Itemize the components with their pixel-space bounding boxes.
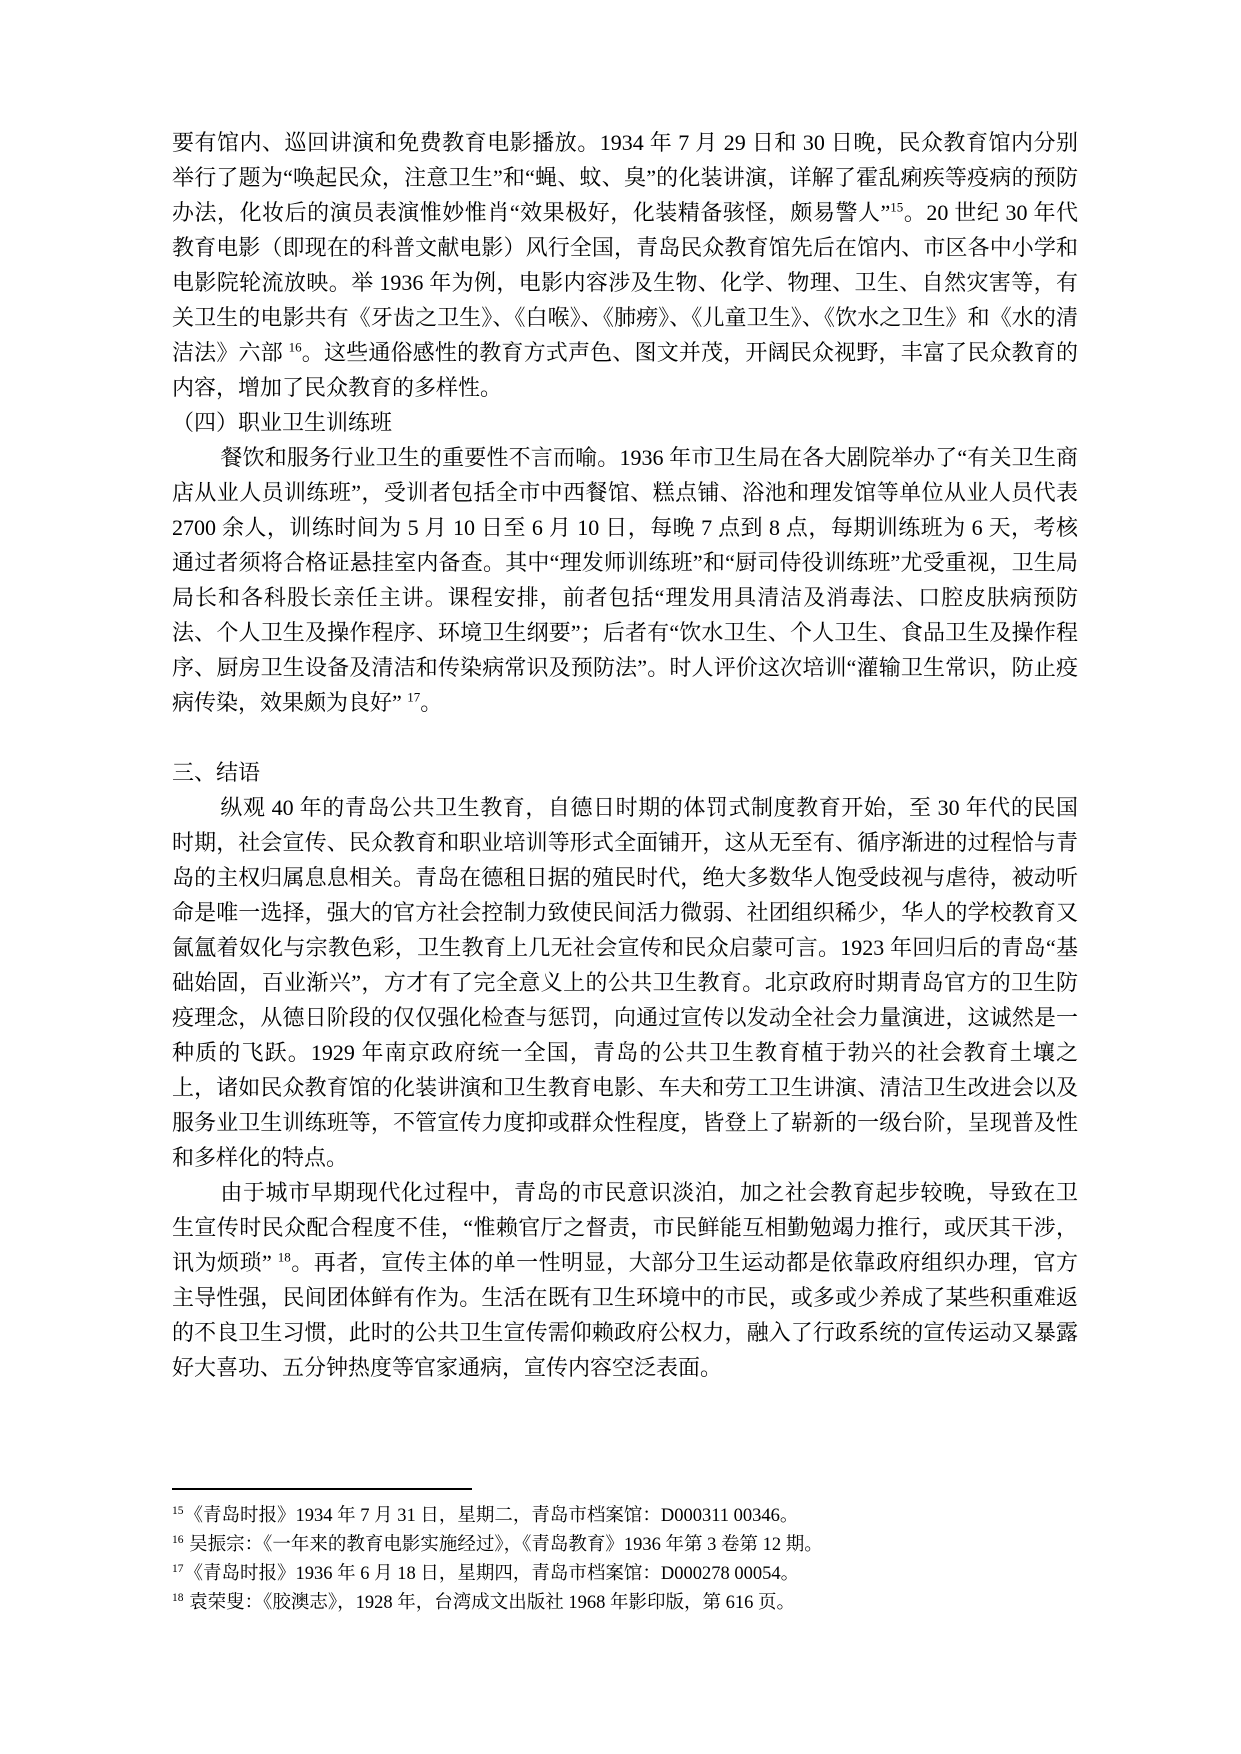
blank-line (172, 720, 1078, 755)
footnote-item: $^{15}$《青岛时报》1934 年 7 月 31 日，星期二，青岛市档案馆：D000311 00346。 (172, 1504, 799, 1526)
body-paragraph: 由于城市早期现代化过程中，青岛的市民意识淡泊，加之社会教育起步较晚，导致在卫生宣传时民众配合程度不佳，“惟赖官厅之督责，市民鲜能互相勤勉竭力推行，或厌其干涉，讯为烦琐” $^{18}$。再者，宣传主体的单一性明显，大部分卫生运动都是依靠政府组织办理，官方主导性强，民间团体鲜有作为。生活在既有卫生环境中的市民，或多或少养成了某些积重难返的不良卫生习惯，此时的公共卫生宣传需仰赖政府公权力，融入了行政系统的宣传运动又暴露好大喜功、五分钟热度等官家通病，宣传内容空泛表面。 (172, 1180, 1078, 1380)
footnote-item: $^{16}$ 吴振宗：《一年来的教育电影实施经过》，《青岛教育》1936 年第 3 卷第 12 期。 (172, 1533, 823, 1555)
footnote-reference: 17 (407, 689, 421, 705)
document-body (172, 125, 1078, 1385)
footnote-area (172, 1488, 1078, 1618)
footnote-reference: 18 (277, 1249, 291, 1265)
footnote-reference: 16 (288, 339, 302, 355)
footnote-list (172, 1502, 1078, 1618)
body-paragraph: 餐饮和服务行业卫生的重要性不言而喻。1936 年市卫生局在各大剧院举办了“有关卫生商店从业人员训练班”，受训者包括全市中西餐馆、糕点铺、浴池和理发馆等单位从业人员代表 2700 余人，训练时间为 5 月 10 日至 6 月 10 日，每晚 7 点到 8 点，每期训练班为 6 天，考核通过者须将合格证悬挂室内备查。其中“理发师训练班”和“厨司侍役训练班”尤受重视，卫生局局长和各科股长亲任主讲。课程安排，前者包括“理发用具清洁及消毒法、口腔皮肤病预防法、个人卫生及操作程序、环境卫生纲要”；后者有“饮水卫生、个人卫生、食品卫生及操作程序、厨房卫生设备及清洁和传染病常识及预防法”。时人评价这次培训“灌输卫生常识，防止疫病传染，效果颇为良好” $^{17}$。 (172, 445, 1078, 715)
footnote-number: 16 (172, 1533, 184, 1546)
footnote-number: 18 (172, 1591, 184, 1604)
body-paragraph: 纵观 40 年的青岛公共卫生教育，自德日时期的体罚式制度教育开始，至 30 年代的民国时期，社会宣传、民众教育和职业培训等形式全面铺开，这从无至有、循序渐进的过程恰与青岛的主权归属息息相关。青岛在德租日据的殖民时代，绝大多数华人饱受歧视与虐待，被动听命是唯一选择，强大的官方社会控制力致使民间活力微弱、社团组织稀少，华人的学校教育又氤氲着奴化与宗教色彩，卫生教育上几无社会宣传和民众启蒙可言。1923 年回归后的青岛“基础始固，百业渐兴”，方才有了完全意义上的公共卫生教育。北京政府时期青岛官方的卫生防疫理念，从德日阶段的仅仅强化检查与惩罚，向通过宣传以发动全社会力量演进，这诚然是一种质的飞跃。1929 年南京政府统一全国，青岛的公共卫生教育植于勃兴的社会教育土壤之上，诸如民众教育馆的化装讲演和卫生教育电影、车夫和劳工卫生讲演、清洁卫生改进会以及服务业卫生训练班等，不管宣传力度抑或群众性程度，皆登上了崭新的一级台阶，呈现普及性和多样化的特点。 (172, 795, 1078, 1170)
body-paragraph: 要有馆内、巡回讲演和免费教育电影播放。1934 年 7 月 29 日和 30 日晚，民众教育馆内分别举行了题为“唤起民众，注意卫生”和“蝇、蚊、臭”的化装讲演，详解了霍乱痢疾等疫病的预防办法，化妆后的演员表演惟妙惟肖“效果极好，化装精备骇怪，颇易警人”$^{15}$。20 世纪 30 年代教育电影（即现在的科普文献电影）风行全国，青岛民众教育馆先后在馆内、市区各中小学和电影院轮流放映。举 1936 年为例，电影内容涉及生物、化学、物理、卫生、自然灾害等，有关卫生的电影共有《牙齿之卫生》、《白喉》、《肺痨》、《儿童卫生》、《饮水之卫生》和《水的清洁法》六部 $^{16}$。这些通俗感性的教育方式声色、图文并茂，开阔民众视野，丰富了民众教育的内容，增加了民众教育的多样性。 (172, 130, 1078, 400)
footnote-number: 17 (172, 1562, 184, 1575)
footnote-item: $^{17}$《青岛时报》1936 年 6 月 18 日，星期四，青岛市档案馆：D000278 00054。 (172, 1562, 800, 1584)
section-heading: 三、结语 (172, 760, 261, 785)
footnote-number: 15 (172, 1504, 184, 1517)
footnote-reference: 15 (890, 199, 904, 215)
footnote-item: $^{18}$ 袁荣叟：《胶澳志》，1928 年，台湾成文出版社 1968 年影印版，第 616 页。 (172, 1591, 796, 1613)
footnote-separator (172, 1488, 472, 1490)
section-heading: （四）职业卫生训练班 (172, 410, 393, 435)
